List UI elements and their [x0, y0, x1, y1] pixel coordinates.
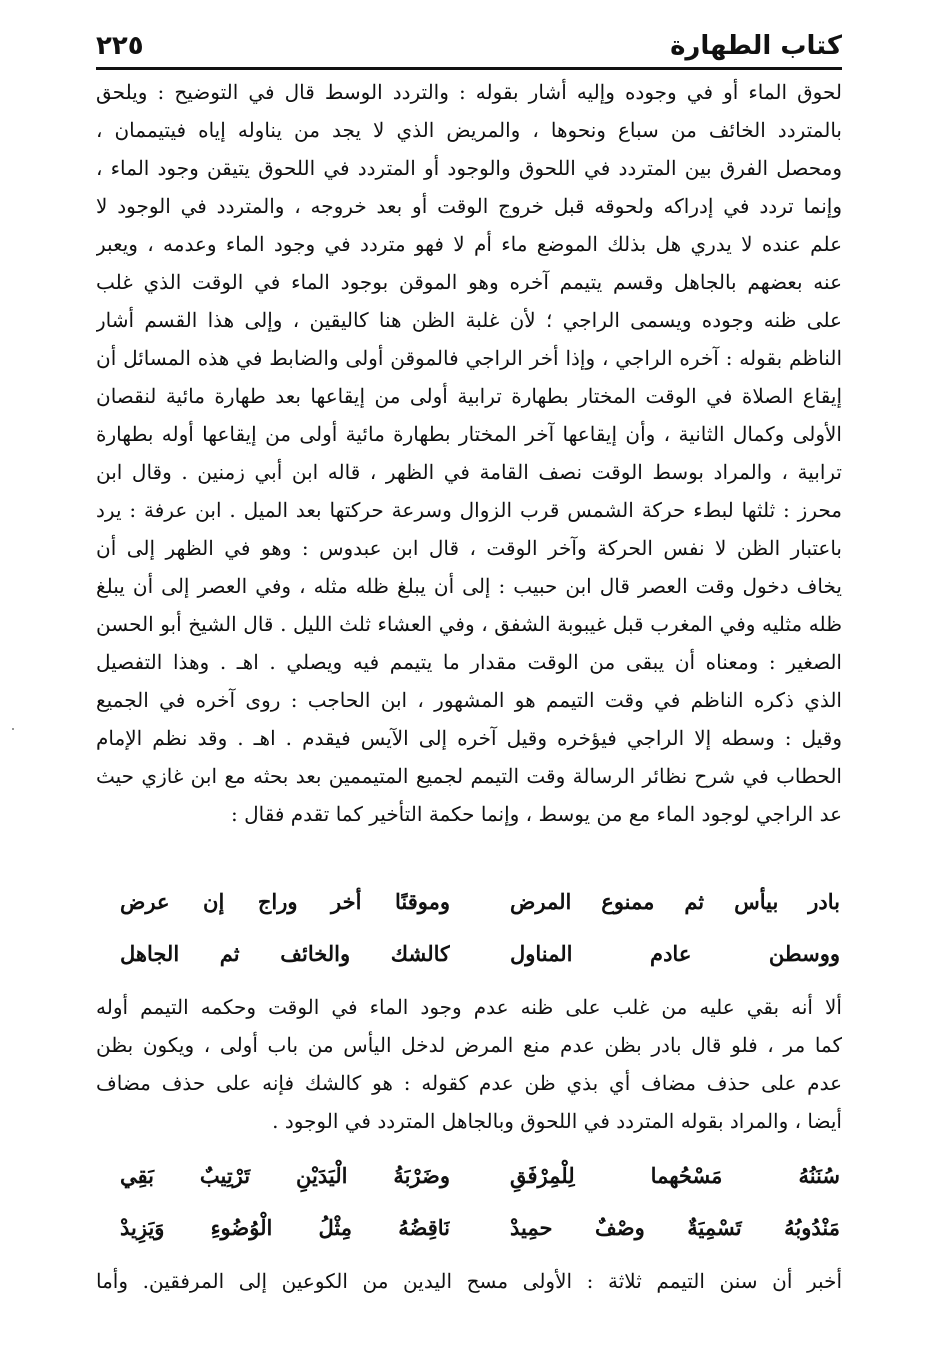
text-line: ومحصل الفرق بين المتردد في اللحوق والوجود أو المتردد في اللحوق يتيقن وجود الماء ، — [96, 156, 842, 180]
header-rule — [96, 67, 842, 70]
text-line: الناظم بقوله : آخره الراجي ، وإذا أخر الراجي فالموقن أولى والضابط في هذه المسائل أن — [96, 346, 842, 370]
text-line: ألا أنه بقي عليه من غلب على ظنه عدم وجود الماء في الوقت وحكمه التيمم أوله — [96, 995, 842, 1019]
text-line: أيضا ، والمراد بقوله المتردد في اللحوق وبالجاهل المتردد في الوجود . — [272, 1109, 842, 1133]
text-line: علم عنده لا يدري هل بذلك الموضع ماء أم لا فهو متردد في وجود الماء وعدمه ، ويعبر — [96, 232, 842, 256]
text-line: عدم على حذف مضاف أي بذي ظن عدم كقوله : هو كالشك فإنه على حذف مضاف — [96, 1071, 842, 1095]
running-title: كتاب الطهارة — [670, 31, 842, 61]
verse-second-hemistich: وضَرْبَةُ الْيَدَيْنِ تَرْتِيبٌ بَقِي — [120, 1163, 450, 1188]
commentary-paragraph-3 — [96, 1262, 842, 1300]
text-line: الذي ذكره الناظم في وقت التيمم هو المشهور ، ابن الحاجب : روى آخره في الجميع — [96, 688, 842, 712]
text-line: أخبر أن سنن التيمم ثلاثة : الأولى مسح اليدين من الكوعين إلى المرفقين. وأما — [96, 1269, 842, 1293]
text-line: وإنما تردد في إدراكه ولحوقه قبل خروج الوقت أو بعد خروجه ، والمتردد في الوجود لا — [96, 194, 842, 218]
page-number: ٢٢٥ — [96, 31, 144, 61]
text-line: إيقاع الصلاة في الوقت المختار بطهارة ترابية أولى من إيقاعها بعد طهارة مائية لنقصان — [96, 384, 842, 408]
verse-block-1 — [120, 878, 840, 982]
text-line: الصغير : ومعناه أن يبقى من الوقت مقدار ما يتيمم فيه ويصلي . اهـ . وهذا التفصيل — [96, 650, 842, 674]
verse-line — [120, 1152, 840, 1204]
text-line: عنه بعضهم بالجاهل وقسم يتيمم آخره وهو الموقن بوجود الماء في الوقت الذي غلب — [96, 270, 842, 294]
commentary-paragraph-1 — [96, 73, 842, 833]
verse-second-hemistich: نَاقِضُهُ مِثْلُ الْوُضُوءِ وَيَزِيدْ — [120, 1215, 450, 1240]
verse-line — [120, 1204, 840, 1256]
text-line: عد الراجي لوجود الماء مع من يوسط ، وإنما حكمة التأخير كما تقدم فقال : — [231, 802, 842, 826]
text-line: كما مر ، فلو قال بادر بظن عدم منع المرض لدخل اليأس من باب أولى ، ويكون بظن — [96, 1033, 842, 1057]
text-line: باعتبار الظن لا نفس الحركة وآخر الوقت ، قال ابن عبدوس : وهو في الظهر إلى أن — [96, 536, 842, 560]
text-line: الأولى وكمال الثانية ، وأن إيقاعها آخر المختار بطهارة مائية أولى من إيقاعها أوله بطهارة — [96, 422, 842, 446]
margin-speck — [12, 728, 14, 730]
verse-first-hemistich: بادر بيأس ثم ممنوع المرض — [510, 889, 840, 914]
text-line: بالمتردد الخائف من سباع ونحوها ، والمريض الذي لا يجد من يناوله إياه فيتيممان ، — [96, 118, 842, 142]
text-line: محرز : ثلثها لبطء حركة الشمس قرب الزوال وسرعة حركتها بعد الميل . ابن عرفة : يرد — [96, 498, 842, 522]
verse-first-hemistich: سُنَنُهُ مَسْحُهما لِلْمِرْفَقِ — [510, 1163, 840, 1188]
verse-first-hemistich: مَنْدُوبُهُ تَسْمِيَةٌ وصْفٌ حمِيدْ — [510, 1215, 840, 1240]
page-header — [96, 30, 842, 66]
text-line: ظله مثليه وفي المغرب قبل غيبوبة الشفق ، وفي العشاء ثلث الليل . قال الشيخ أبو الحسن — [96, 612, 842, 636]
verse-block-2 — [120, 1152, 840, 1256]
text-line: وقيل : وسطه إلا الراجي فيؤخره وقيل آخره إلى الآيس فيقدم . اهـ . وقد نظم الإمام — [96, 726, 842, 750]
verse-second-hemistich: كالشك والخائف ثم الجاهل — [120, 941, 450, 966]
text-line: ترابية ، والمراد بوسط الوقت نصف القامة في الظهر ، قاله ابن أبي زمنين . وقال ابن — [96, 460, 842, 484]
verse-line — [120, 878, 840, 930]
text-line: الحطاب في شرح نظائر الرسالة وقت التيمم لجميع المتيممين بعد بحثه مع ابن غازي حيث — [96, 764, 842, 788]
verse-first-hemistich: ووسطن عادم المناول — [510, 941, 840, 966]
text-line: لحوق الماء أو في وجوده وإليه أشار بقوله : والتردد الوسط قال في التوضيح : ويلحق — [96, 80, 842, 104]
text-line: يخاف دخول وقت العصر قال ابن حبيب : إلى أن يبلغ ظله مثله ، وفي العصر إلى أن يبلغ — [96, 574, 842, 598]
commentary-paragraph-2 — [96, 988, 842, 1140]
verse-second-hemistich: وموقنًا أخر وراج إن عرض — [120, 889, 450, 914]
verse-line — [120, 930, 840, 982]
text-line: على ظنه وجوده ويسمى الراجي ؛ لأن غلبة الظن هنا كاليقين ، وإلى هذا القسم أشار — [96, 308, 842, 332]
